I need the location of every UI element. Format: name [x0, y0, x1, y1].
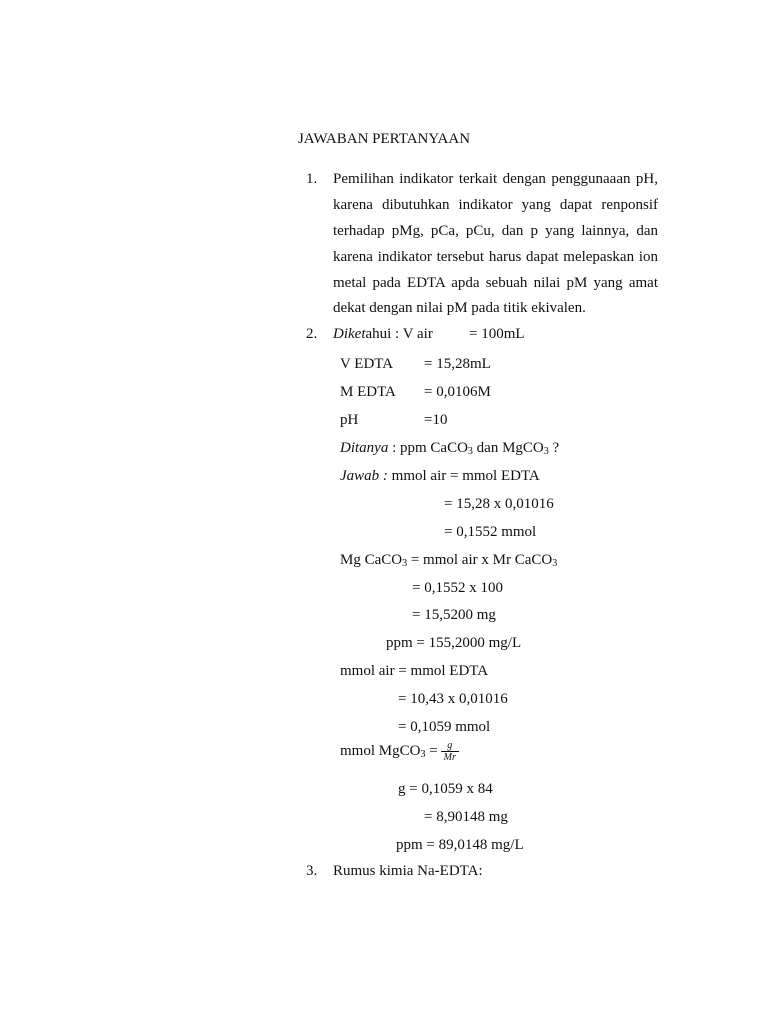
ppm-mgco3: ppm = 89,0148 mg/L [396, 837, 524, 853]
mg-caco3-sub: 3 [402, 558, 408, 569]
item-1-line-5: metal pada EDTA apda sebuah nilai pM yang amat [333, 275, 658, 291]
item-1-number: 1. [306, 171, 318, 187]
jawab-line [340, 467, 540, 485]
v-air-value: = 100mL [469, 326, 525, 342]
calc-line-3: = 0,1552 x 100 [412, 580, 503, 596]
ditanya-text: : ppm CaCO [388, 440, 468, 456]
diket-rest: ahui : V air [365, 326, 433, 342]
ditanya-mid: dan MgCO [472, 440, 544, 456]
ditanya-sub-2: 3 [543, 446, 549, 457]
item-1-line-4: karena indikator tersebut harus dapat melepaskan ion [333, 249, 658, 265]
ditanya-label: Ditanya [340, 440, 389, 456]
m-edta-value: = 0,0106M [424, 384, 491, 400]
calc-line-7: g = 0,1059 x 84 [398, 781, 493, 797]
mmol-mgco3-sub: 3 [420, 748, 426, 760]
mg-caco3-b: = mmol air x Mr CaCO [407, 552, 553, 568]
ph-value: =10 [424, 412, 448, 428]
m-edta-label: M EDTA [340, 384, 396, 400]
mmol-mgco3-a: mmol MgCO [340, 742, 421, 759]
diket-italic: Diket [333, 326, 366, 342]
ph-label: pH [340, 412, 359, 428]
diketahui-line [333, 325, 433, 343]
item-1-line-3: terhadap pMg, pCa, pCu, dan p yang lainnya, dan [333, 223, 658, 239]
item-1-line-6: dekat dengan nilai pM pada titik ekivalen. [333, 300, 586, 316]
jawab-label: Jawab : [340, 468, 388, 484]
fraction-denominator: Mr [443, 752, 456, 763]
mmol-mgco3-line [340, 740, 459, 763]
item-1-line-2: karena dibutuhkan indikator yang dapat renponsif [333, 197, 658, 213]
mmol-mgco3-b: = [425, 742, 438, 759]
calc-line-1: = 15,28 x 0,01016 [444, 496, 554, 512]
ditanya-line [340, 439, 559, 458]
item-1-line-1: Pemilihan indikator terkait dengan penggunaaan pH, [333, 171, 658, 187]
mg-caco3-sub-2: 3 [552, 558, 558, 569]
jawab-text: mmol air = mmol EDTA [387, 468, 540, 484]
calc-line-6: = 0,1059 mmol [398, 719, 491, 735]
v-edta-value: = 15,28mL [424, 356, 491, 372]
calc-line-8: = 8,90148 mg [424, 809, 508, 825]
calc-line-4: = 15,5200 mg [412, 607, 496, 623]
mg-caco3-a: Mg CaCO [340, 552, 403, 568]
item-2-number: 2. [306, 326, 318, 342]
item-3-text: Rumus kimia Na-EDTA: [333, 863, 483, 879]
calc-line-5: = 10,43 x 0,01016 [398, 691, 508, 707]
v-edta-label: V EDTA [340, 356, 394, 372]
g-over-mr-fraction [441, 740, 459, 763]
calc-line-2: = 0,1552 mmol [444, 524, 537, 540]
ppm-caco3: ppm = 155,2000 mg/L [386, 635, 522, 651]
page-title: JAWABAN PERTANYAAN [297, 131, 471, 147]
ditanya-sub-1: 3 [467, 446, 473, 457]
mg-caco3-line [340, 551, 557, 570]
fraction-numerator: g [441, 740, 459, 752]
item-3-number: 3. [306, 863, 318, 879]
mmol-air-line: mmol air = mmol EDTA [340, 663, 489, 679]
ditanya-end: ? [548, 440, 560, 456]
